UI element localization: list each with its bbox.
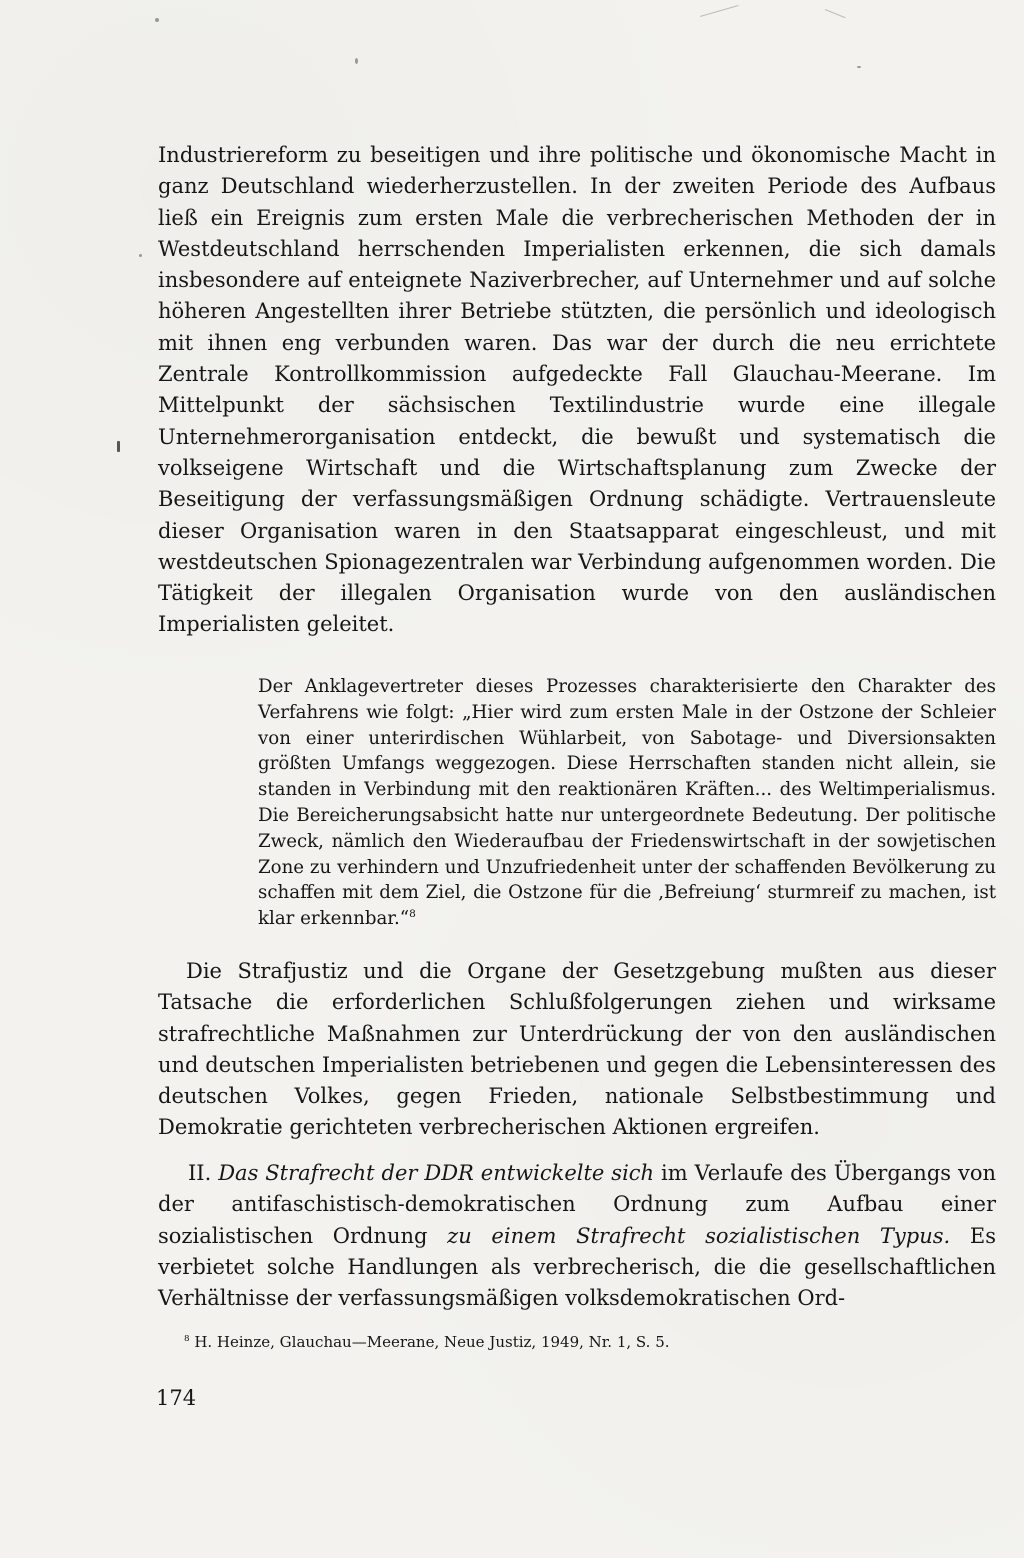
- section-number: II.: [188, 1161, 212, 1185]
- footnote-marker: 8: [184, 1334, 190, 1344]
- footnote-reference: 8: [409, 908, 416, 921]
- page-scratch: [700, 5, 739, 17]
- block-quote: [258, 674, 996, 932]
- paragraph-2: Die Strafjustiz und die Organe der Gesetzgebung mußten aus dieser Tatsache die erforderlichen Schlußfolgerungen ziehen und wirksame strafrechtliche Maßnahmen zur Unterdrückung der von den ausländischen und deutschen Imperialisten betriebenen und gegen die Lebensinteressen des deutschen Volkes, gegen Frieden, nationale Selbstbestimmung und Demokratie gerichteten verbrecherischen Aktionen ergreifen.: [158, 959, 996, 1140]
- footnote-text: H. Heinze, Glauchau—Meerane, Neue Justiz, 1949, Nr. 1, S. 5.: [194, 1333, 670, 1351]
- footnote: [184, 1332, 670, 1352]
- body-text-1: im Verlaufe des Übergangs von der antifaschistisch-demokratischen Ordnung zum Aufbau einer sozialistischen Ordnung: [158, 1161, 996, 1248]
- emphasis-text-2: zu einem Strafrecht sozialistischen Typus.: [447, 1223, 951, 1248]
- page-speck: [857, 66, 861, 68]
- page-scratch: [825, 9, 846, 18]
- page-number: 174: [156, 1386, 197, 1410]
- page-speck: [139, 254, 142, 257]
- page-speck: [155, 18, 159, 22]
- body-text-2: Es verbietet solche Handlungen als verbrecherisch, die die gesellschaftlichen Verhältnisse der verfassungsmäßigen volksdemokratischen Ord-: [158, 1223, 996, 1311]
- page-speck: [355, 58, 358, 64]
- paragraph-1: Industriereform zu beseitigen und ihre politische und ökonomische Macht in ganz Deutschland wiederherzustellen. In der zweiten Periode des Aufbaus ließ ein Ereignis zum ersten Male die verbrecherischen Methoden der in Westdeutschland herrschenden Imperialisten erkennen, die sich damals insbesondere auf enteignete Naziverbrecher, auf Unternehmer und auf solche höheren Angestellten ihrer Betriebe stützten, die persönlich und ideologisch mit ihnen eng verbunden waren. Das war der durch die neu errichtete Zentrale Kontrollkommission aufgedeckte Fall Glauchau-Meerane. Im Mittelpunkt der sächsischen Textilindustrie wurde eine illegale Unternehmerorganisation entdeckt, die bewußt und systematisch die volkseigene Wirtschaft und die Wirtschaftsplanung zum Zwecke der Beseitigung der verfassungsmäßigen Ordnung schädigte. Vertrauensleute dieser Organisation waren in den Staatsapparat eingeschleust, und mit westdeutschen Spionagezentralen war Verbindung aufgenommen worden. Die Tätigkeit der illegalen Organisation wurde von den ausländischen Imperialisten geleitet.: [158, 143, 996, 637]
- quote-text: Der Anklagevertreter dieses Prozesses charakterisierte den Charakter des Verfahrens wie folgt: „Hier wird zum ersten Male in der Ostzone der Schleier von einer unterirdischen Wühlarbeit, von Sabotage- und Diversionsakten größten Umfangs weggezogen. Diese Herrschaften standen nicht allein, sie standen in Verbindung mit den reaktionären Kräften... des Weltimperialismus. Die Bereicherungsabsicht hatte nur untergeordnete Bedeutung. Der politische Zweck, nämlich den Wiederaufbau der Friedenswirtschaft in der sowjetischen Zone zu verhindern und Unzufriedenheit unter der schaffenden Bevölkerung zu schaffen mit dem Ziel, die Ostzone für die ‚Befreiung‘ sturmreif zu machen, ist klar erkennbar.“: [258, 676, 996, 930]
- margin-mark: [117, 441, 120, 452]
- paragraph-3: [158, 1158, 996, 1314]
- emphasis-text-1: Das Strafrecht der DDR entwickelte sich: [218, 1161, 655, 1185]
